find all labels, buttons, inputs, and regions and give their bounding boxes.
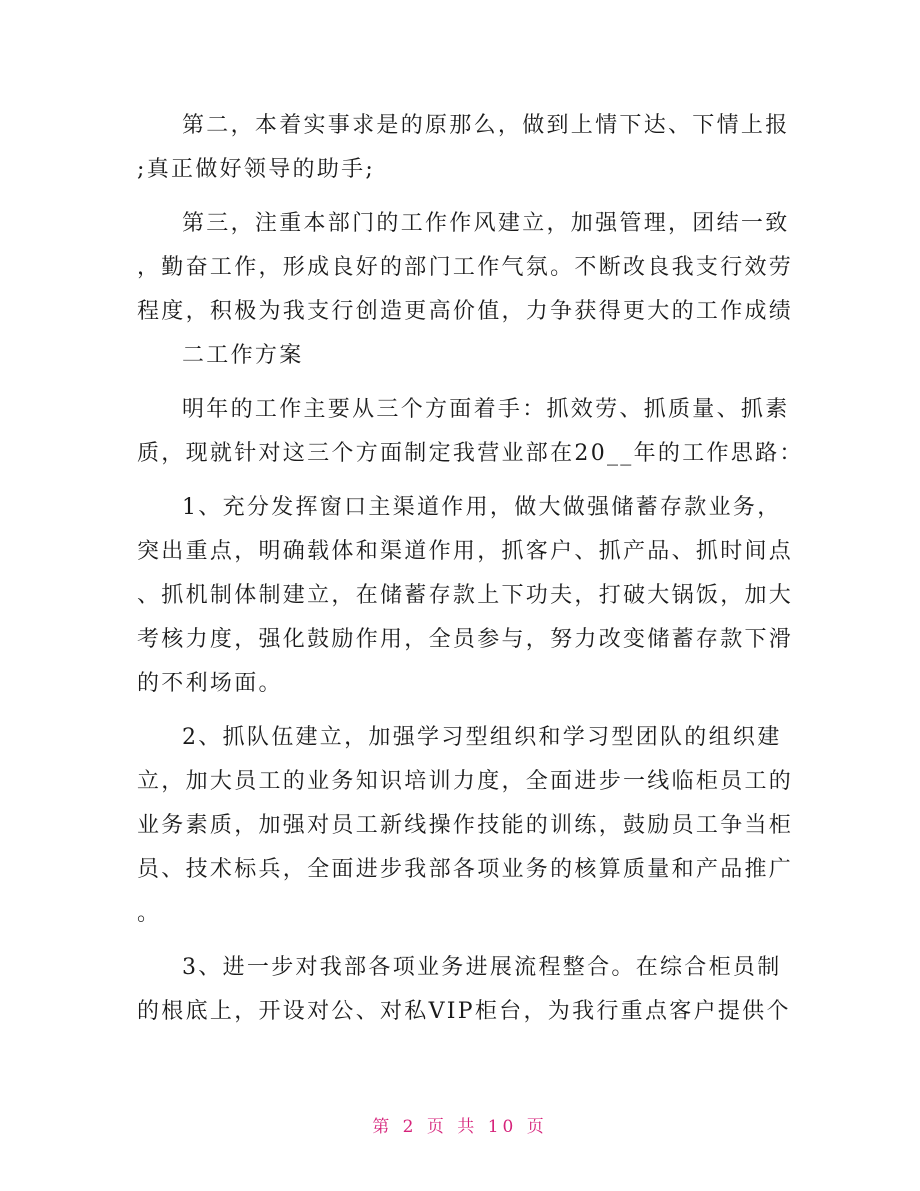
paragraph-line: 的根底上，开设对公、对私VIP柜台，为我行重点客户提供个: [137, 999, 791, 1024]
section-heading: 二工作方案: [182, 343, 304, 368]
paragraph-line: 考核力度，强化鼓励作用，全员参与，努力改变储蓄存款下滑: [137, 627, 794, 652]
paragraph-line: 质，现就针对这三个方面制定我营业部在20__年的工作思路：: [137, 441, 804, 466]
paragraph-line: 。: [137, 901, 162, 926]
paragraph-line: 程度，积极为我支行创造更高价值，力争获得更大的工作成绩: [137, 299, 794, 324]
paragraph-line: 立，加大员工的业务知识培训力度，全面进步一线临柜员工的: [137, 769, 794, 794]
paragraph-line: 明年的工作主要从三个方面着手：抓效劳、抓质量、抓素: [182, 397, 790, 422]
paragraph-line: 、抓机制体制建立，在储蓄存款上下功夫，打破大锅饭，加大: [137, 583, 794, 608]
document-body: [137, 104, 804, 1034]
paragraph-line: 突出重点，明确载体和渠道作用，抓客户、抓产品、抓时间点: [137, 539, 794, 564]
paragraph-line: 的不利场面。: [137, 671, 283, 696]
paragraph-line: ;真正做好领导的助手;: [137, 157, 376, 182]
paragraph-line: 1、充分发挥窗口主渠道作用，做大做强储蓄存款业务，: [182, 495, 782, 520]
paragraph-line: 3、进一步对我部各项业务进展流程整合。在综合柜员制: [182, 955, 782, 980]
paragraph-line: 2、抓队伍建立，加强学习型组织和学习型团队的组织建: [182, 725, 782, 750]
page-number-footer: 第 2 页 共 10 页: [372, 1117, 548, 1137]
paragraph-line: 业务素质，加强对员工新线操作技能的训练，鼓励员工争当柜: [137, 813, 794, 838]
paragraph-line: 第三，注重本部门的工作作风建立，加强管理，团结一致: [182, 211, 790, 236]
paragraph-line: 员、技术标兵，全面进步我部各项业务的核算质量和产品推广: [137, 857, 794, 882]
paragraph-line: 第二，本着实事求是的原那么，做到上情下达、下情上报: [182, 113, 790, 138]
paragraph-line: ，勤奋工作，形成良好的部门工作气氛。不断改良我支行效劳: [137, 255, 794, 280]
